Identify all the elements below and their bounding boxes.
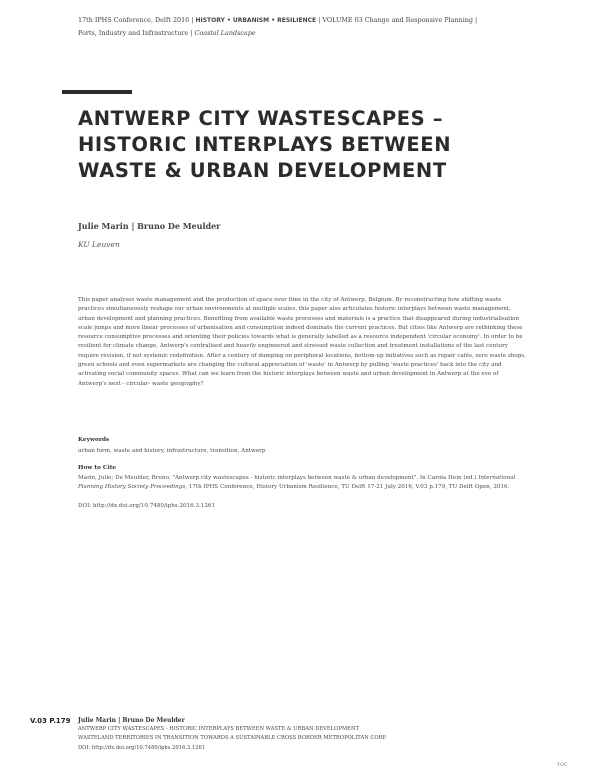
session-label: Coastal Landscape [194, 29, 256, 37]
citation-text: Marin, Julie; De Meulder, Bruno. "Antwerp city wastescapes - historic interplays between waste & urban development". In Carola Hein (ed.) International Planning History Society Proceedings, 17th IPHS Conference, History Urbanism Resilience, TU Delft 17-21 July 2016, V.03 p.179, TU Delft Open, 2016. [78, 475, 516, 490]
volume-label: VOLUME 03 Change and Responsive Planning [322, 16, 473, 24]
footer-authors: Julie Marin | Bruno De Meulder [78, 717, 185, 724]
how-to-cite-heading: How to Cite [78, 465, 117, 471]
affiliation: KU Leuven [78, 240, 120, 249]
paper-title [78, 106, 548, 184]
doi-link[interactable]: DOI: http://dx.doi.org/10.7480/iphs.2016.3.1261 [78, 503, 216, 509]
proceedings-title: International Planning History Society Proceedings [78, 475, 516, 490]
header-line-2: Ports, Industry and Infrastructure | Coastal Landscape [78, 29, 256, 37]
title-line: WASTE & URBAN DEVELOPMENT [78, 159, 447, 182]
footer-title: ANTWERP CITY WASTESCAPES - HISTORIC INTERPLAYS BETWEEN WASTE & URBAN DEVELOPMENT [78, 726, 359, 733]
author-list: Julie Marin | Bruno De Meulder [78, 221, 221, 231]
keywords-heading: Keywords [78, 437, 110, 443]
conference-name: 17th IPHS Conference, Delft 2016 [78, 16, 190, 24]
page-footer [78, 716, 548, 753]
footer-doi[interactable]: DOI: http://dx.doi.org/10.7480/iphs.2016.3.1261 [78, 744, 206, 751]
title-line: HISTORIC INTERPLAYS BETWEEN [78, 133, 452, 156]
header-line-1: 17th IPHS Conference, Delft 2016 | HISTORY • URBANISM • RESILIENCE | VOLUME 03 Change and Responsive Planning | [78, 16, 478, 24]
volume-page-number: V.03 P.179 [30, 717, 71, 725]
title-line: ANTWERP CITY WASTESCAPES – [78, 107, 444, 130]
keywords-text: urban form, waste and history, infrastructure, transition, Antwerp [78, 448, 266, 454]
footer-session: WASTELAND TERRITORIES IN TRANSITION TOWARDS A SUSTAINABLE CROSS BORDER METROPOLITAN CORE [78, 735, 387, 742]
running-header [78, 14, 578, 40]
title-rule [62, 90, 132, 94]
abstract: This paper analyses waste management and the production of space over time in the city of Antwerp, Belgium. By reconstructing how shifting waste practices simultaneously reshape our urban environments at multiple scales, this paper also articulates historic interplays between waste management, urban development and planning practices. Benefiting from available waste processes and materials is a practice that disappeared during industrialisation scale jumps and more linear processes of urbanisation and consumption indeed dominate the current practices. But cities like Antwerp are rethinking these resource consumptive processes and orienting their policies towards what is generally labelled as a resource independent 'circular economy'. In order to be resilient for climate change, Antwerp's centralised and heavily engineered and stressed waste collection and treatment installations of the last century require revision, if not systemic redefinition. After a century of dumping on peripheral locations, bottom-up initiatives such as repair cafés, zero waste shops, green schools and even supermarkets are changing the cultural appreciation of 'waste' in Antwerp by pulling 'waste practices' back into the city and activating social community spaces. What can we learn from the historic interplays between waste and urban development in Antwerp at the eve of Antwerp's next - circular- waste geography? [78, 297, 526, 387]
toc-link[interactable]: TOC [557, 763, 568, 768]
conference-theme: HISTORY • URBANISM • RESILIENCE [195, 17, 317, 24]
track-label: Ports, Industry and Infrastructure [78, 29, 189, 37]
